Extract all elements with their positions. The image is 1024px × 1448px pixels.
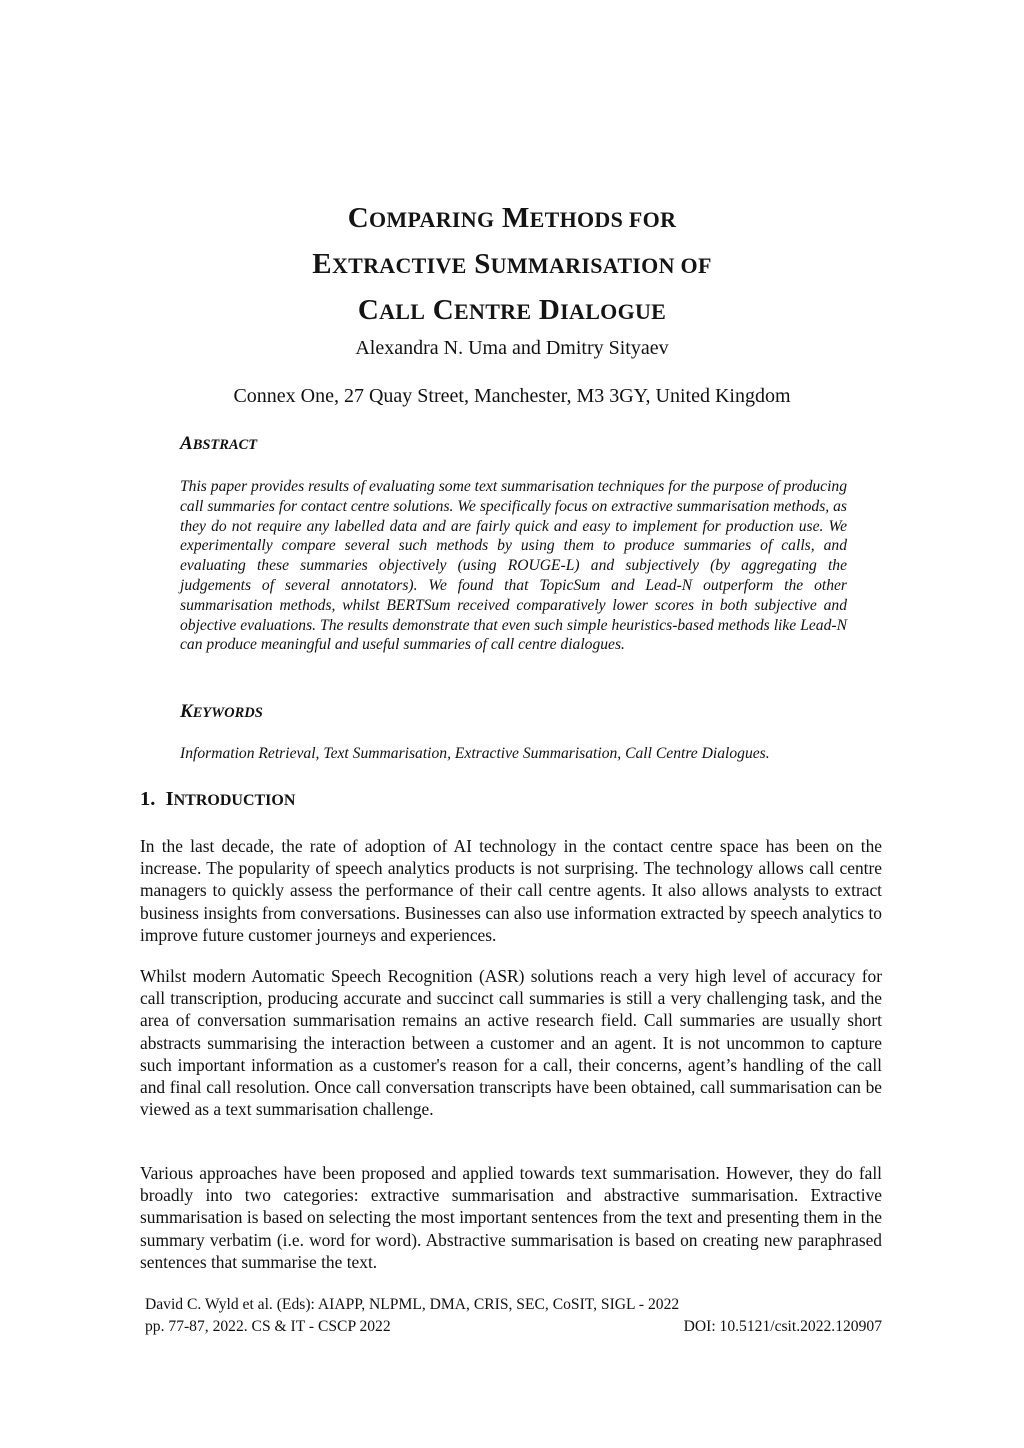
paper-title bbox=[0, 196, 1024, 334]
title-line-1: COMPARING METHODS FOR bbox=[347, 202, 677, 234]
title-line-2: EXTRACTIVE SUMMARISATION OF bbox=[312, 248, 712, 280]
keywords-text: Information Retrieval, Text Summarisation, Extractive Summarisation, Call Centre Dialogues. bbox=[180, 745, 770, 762]
footer-doi: DOI: 10.5121/csit.2022.120907 bbox=[683, 1318, 882, 1335]
authors: Alexandra N. Uma and Dmitry Sityaev bbox=[355, 337, 669, 359]
footer-pages-text: pp. 77-87, 2022. CS & IT - CSCP 2022 bbox=[145, 1318, 391, 1335]
intro-paragraph-2: Whilst modern Automatic Speech Recognition (ASR) solutions reach a very high level of accuracy for call transcription, producing accurate and succinct call summaries is still a very challenging task, and the area of conversation summarisation remains an active research field. Call summaries are usually short abstracts summarising the interaction between a customer and an agent. It is not uncommon to capture such important information as a customer's reason for a call, their concerns, agent’s handling of the call and final call resolution. Once call conversation transcripts have been obtained, call summarisation can be viewed as a text summarisation challenge. bbox=[140, 966, 882, 1120]
footer-citation: David C. Wyld et al. (Eds): AIAPP, NLPML, DMA, CRIS, SEC, CoSIT, SIGL - 2022 bbox=[145, 1296, 680, 1313]
abstract-text: This paper provides results of evaluating some text summarisation techniques for the purpose of producing call summaries for contact centre solutions. We specifically focus on extractive summarisation methods, as they do not require any labelled data and are fairly quick and easy to implement for production use. We experimentally compare several such methods by using them to produce summaries of calls, and evaluating these summaries objectively (using ROUGE-L) and subjectively (by aggregating the judgements of several annotators). We found that TopicSum and Lead-N outperform the other summarisation methods, whilst BERTSum received comparatively lower scores in both subjective and objective evaluations. The results demonstrate that even such simple heuristics-based methods like Lead-N can produce meaningful and useful summaries of call centre dialogues. bbox=[180, 478, 848, 654]
keywords-heading: KEYWORDS bbox=[180, 701, 263, 722]
intro-paragraph-1: In the last decade, the rate of adoption of AI technology in the contact centre space has been on the increase. The popularity of speech analytics products is not surprising. The technology allows call centre managers to quickly assess the performance of their call centre agents. It also allows analysts to extract business insights from conversations. Businesses can also use information extracted by speech analytics to improve future customer journeys and experiences. bbox=[140, 836, 882, 945]
affiliation: Connex One, 27 Quay Street, Manchester, M3 3GY, United Kingdom bbox=[233, 385, 791, 407]
intro-paragraph-3: Various approaches have been proposed and applied towards text summarisation. However, they do fall broadly into two categories: extractive summarisation and abstractive summarisation. Extractive summarisation is based on selecting the most important sentences from the text and presenting them in the summary verbatim (i.e. word for word). Abstractive summarisation is based on creating new paraphrased sentences that summarise the text. bbox=[140, 1163, 882, 1272]
footer-pages bbox=[145, 1318, 882, 1336]
abstract-heading: ABSTRACT bbox=[180, 433, 258, 454]
title-line-3: CALL CENTRE DIALOGUE bbox=[357, 294, 667, 326]
section-heading-introduction: 1. INTRODUCTION bbox=[140, 788, 296, 810]
